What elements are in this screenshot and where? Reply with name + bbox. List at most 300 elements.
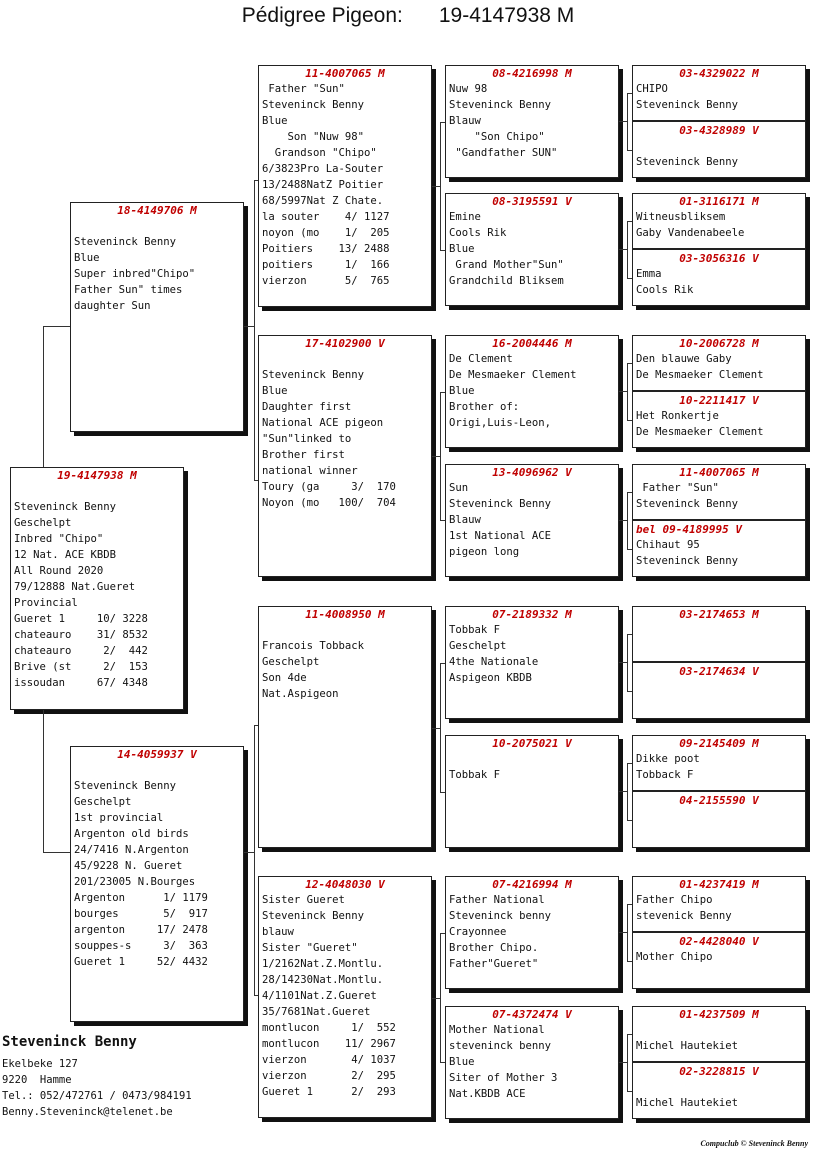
ancestor-dam-details [633, 138, 805, 170]
ancestor-dam [633, 664, 805, 711]
great-grandparent-box-line: Blue [449, 243, 475, 255]
grandparent-box-line: Son "Nuw 98" [262, 131, 365, 143]
connector-line [619, 520, 627, 521]
grandparent-box-line: Blue [262, 115, 288, 127]
ancestor-sire-details [633, 751, 805, 783]
ancestor-dam [633, 393, 805, 440]
ancestor-pair-box [632, 1006, 806, 1119]
connector-line [627, 634, 628, 691]
connector-line [440, 933, 445, 934]
connector-line [619, 791, 627, 792]
sire-box-line: Father Sun" times [74, 284, 183, 296]
ancestor-dam-details [633, 266, 805, 298]
dam-box-line: Argenton old birds [74, 828, 189, 840]
ancestor-dam-ring: 10-2211417 V [679, 394, 759, 407]
ancestor-pair-box [632, 464, 806, 577]
title-ring: 19-4147938 M [438, 4, 575, 27]
great-grandparent-box-line: steveninck benny [449, 1040, 552, 1052]
subject-box-ring: 19-4147938 M [57, 469, 137, 482]
grandparent-box [258, 335, 432, 577]
subject-box-line: All Round 2020 [14, 565, 104, 577]
connector-line [440, 663, 445, 664]
connector-line [627, 634, 632, 635]
grandparent-box-line: National ACE pigeon [262, 417, 384, 429]
pair-divider [633, 390, 805, 392]
ancestor-dam-line [636, 138, 805, 154]
ancestor-dam-ring: 03-2174634 V [679, 665, 759, 678]
grandparent-box-line: 28/14230Nat.Montlu. [262, 974, 384, 986]
ancestor-sire-ring: 01-3116171 M [679, 195, 759, 208]
great-grandparent-box [445, 65, 619, 178]
connector-line [627, 278, 632, 279]
ancestor-sire-line: Tobback F [636, 769, 694, 781]
ancestor-sire-line: Witneusbliksem [636, 211, 726, 223]
great-grandparent-box-details [446, 81, 618, 161]
owner-block [2, 1034, 192, 1120]
connector-line [440, 250, 445, 251]
grandparent-box-line: Geschelpt [262, 656, 320, 668]
ancestor-pair-box [632, 735, 806, 848]
subject-box-line: 12 Nat. ACE KBDB [14, 549, 117, 561]
great-grandparent-box-line: De Mesmaeker Clement [449, 369, 577, 381]
great-grandparent-box [445, 464, 619, 577]
grandparent-box-line: 6/3823Pro La-Souter [262, 163, 384, 175]
great-grandparent-box-line: Steveninck Benny [449, 498, 552, 510]
grandparent-box-line: Father "Sun" [262, 83, 345, 95]
connector-line [432, 456, 440, 457]
great-grandparent-box-line: Geschelpt [449, 640, 507, 652]
pair-divider [633, 1061, 805, 1063]
connector-line [627, 820, 632, 821]
grandparent-box-details [259, 351, 431, 511]
connector-line [627, 93, 632, 94]
ancestor-dam-ring: 02-3228815 V [679, 1065, 759, 1078]
grandparent-box-line: Steveninck Benny [262, 369, 365, 381]
footer-credit: Compuclub © Steveninck Benny [700, 1139, 808, 1148]
ancestor-dam [633, 522, 805, 569]
grandparent-box-line: Sister Gueret [262, 894, 345, 906]
owner-city: 9220 Hamme [2, 1074, 72, 1086]
grandparent-box-ring: 11-4008950 M [305, 608, 385, 621]
connector-line [43, 326, 70, 327]
great-grandparent-box-line: Brother of: [449, 401, 520, 413]
connector-line [254, 725, 255, 995]
dam-box-line: argenton 17/ 2478 [74, 924, 208, 936]
great-grandparent-box-line: 1st National ACE [449, 530, 552, 542]
dam-box-line: Argenton 1/ 1179 [74, 892, 208, 904]
connector-line [254, 995, 258, 996]
ancestor-sire-ring: 01-4237419 M [679, 878, 759, 891]
great-grandparent-box-ring: 07-2189332 M [492, 608, 572, 621]
ancestor-sire-ring: 10-2006728 M [679, 337, 759, 350]
connector-line [254, 180, 258, 181]
great-grandparent-box-line: Blue [449, 385, 475, 397]
great-grandparent-box-line: Aspigeon KBDB [449, 672, 532, 684]
great-grandparent-box-line: Father National [449, 894, 545, 906]
grandparent-box-line: vierzon 5/ 765 [262, 275, 390, 287]
subject-box-line: Brive (st 2/ 153 [14, 661, 148, 673]
grandparent-box-line: poitiers 1/ 166 [262, 259, 390, 271]
ancestor-dam-details [633, 408, 805, 440]
grandparent-box-line: Steveninck Benny [262, 99, 365, 111]
connector-line [627, 691, 632, 692]
ancestor-dam-line: Michel Hautekiet [636, 1097, 739, 1109]
ancestor-dam-details [633, 949, 805, 965]
great-grandparent-box-line: Blauw [449, 115, 481, 127]
grandparent-box-ring: 12-4048030 V [305, 878, 385, 891]
grandparent-box-line: Brother first [262, 449, 345, 461]
connector-line [627, 492, 628, 549]
ancestor-sire-details [633, 622, 805, 654]
ancestor-dam [633, 1064, 805, 1111]
great-grandparent-box-line: Blue [449, 1056, 475, 1068]
grandparent-box-line: montlucon 1/ 552 [262, 1022, 396, 1034]
dam-box-line: Gueret 1 52/ 4432 [74, 956, 208, 968]
great-grandparent-box-line: Grandchild Bliksem [449, 275, 564, 287]
subject-box-line: chateauro 2/ 442 [14, 645, 148, 657]
subject-box-line: 79/12888 Nat.Gueret [14, 581, 136, 593]
ancestor-dam [633, 793, 805, 840]
great-grandparent-box-details [446, 209, 618, 289]
grandparent-box [258, 606, 432, 848]
great-grandparent-box [445, 193, 619, 306]
grandparent-box-line: 68/5997Nat Z Chate. [262, 195, 384, 207]
great-grandparent-box-ring: 10-2075021 V [492, 737, 572, 750]
great-grandparent-box-details [446, 351, 618, 431]
connector-line [43, 852, 70, 853]
dam-box-line: 201/23005 N.Bourges [74, 876, 196, 888]
great-grandparent-box-line: "Son Chipo" [449, 131, 545, 143]
great-grandparent-box-line: Crayonnee [449, 926, 507, 938]
pair-divider [633, 790, 805, 792]
owner-street: Ekelbeke 127 [2, 1058, 78, 1070]
ancestor-sire-ring: 11-4007065 M [679, 466, 759, 479]
ancestor-dam-details [633, 1079, 805, 1111]
great-grandparent-box-details [446, 892, 618, 972]
ancestor-pair-box [632, 606, 806, 719]
great-grandparent-box [445, 735, 619, 848]
great-grandparent-box-line: Steveninck Benny [449, 99, 552, 111]
ancestor-sire-line [636, 622, 805, 638]
great-grandparent-box-line: pigeon long [449, 546, 520, 558]
ancestor-sire-ring: 03-4329022 M [679, 67, 759, 80]
ancestor-dam-line: Emma [636, 268, 662, 280]
grandparent-box-line: "Sun"linked to [262, 433, 352, 445]
ancestor-dam-line [636, 808, 805, 824]
great-grandparent-box-line: Tobbak F [449, 769, 501, 781]
dam-box-line: bourges 5/ 917 [74, 908, 208, 920]
grandparent-box-line: Poitiers 13/ 2488 [262, 243, 390, 255]
great-grandparent-box-line: Tobbak F [449, 624, 501, 636]
dam-box-line: 24/7416 N.Argenton [74, 844, 189, 856]
great-grandparent-box-ring: 13-4096962 V [492, 466, 572, 479]
grandparent-box [258, 65, 432, 307]
connector-line [627, 150, 632, 151]
ancestor-sire-details [633, 209, 805, 241]
connector-line [627, 763, 628, 820]
ancestor-pair-box [632, 876, 806, 989]
ancestor-dam-line [636, 1079, 805, 1095]
great-grandparent-box [445, 876, 619, 989]
great-grandparent-box-ring: 07-4216994 M [492, 878, 572, 891]
grandparent-box-line: 4/1101Nat.Z.Gueret [262, 990, 377, 1002]
sire-box-details [71, 218, 243, 314]
great-grandparent-box-details [446, 622, 618, 686]
connector-line [627, 1091, 632, 1092]
pair-divider [633, 931, 805, 933]
ancestor-sire-ring: 01-4237509 M [679, 1008, 759, 1021]
great-grandparent-box-line: Father"Gueret" [449, 958, 539, 970]
subject-box-line: issoudan 67/ 4348 [14, 677, 148, 689]
great-grandparent-box-line: Blauw [449, 514, 481, 526]
ancestor-dam-ring: 04-2155590 V [679, 794, 759, 807]
ancestor-dam-ring: 03-3056316 V [679, 252, 759, 265]
connector-line [43, 326, 44, 467]
sire-box [70, 202, 244, 432]
connector-line [43, 710, 44, 852]
great-grandparent-box-ring: 07-4372474 V [492, 1008, 572, 1021]
pair-divider [633, 661, 805, 663]
connector-line [627, 93, 628, 150]
great-grandparent-box-line: Nuw 98 [449, 83, 488, 95]
grandparent-box-line: Francois Tobback [262, 640, 365, 652]
connector-line [627, 420, 632, 421]
connector-line [627, 549, 632, 550]
sire-box-line: Blue [74, 252, 100, 264]
grandparent-box-line: national winner [262, 465, 358, 477]
ancestor-dam-line: Mother Chipo [636, 951, 713, 963]
connector-line [432, 186, 440, 187]
grandparent-box-line: Nat.Aspigeon [262, 688, 339, 700]
dam-box-line: Geschelpt [74, 796, 132, 808]
ancestor-sire-details [633, 1022, 805, 1054]
owner-name: Steveninck Benny [2, 1034, 137, 1050]
great-grandparent-box-ring: 16-2004446 M [492, 337, 572, 350]
ancestor-dam-line: Het Ronkertje [636, 410, 719, 422]
connector-line [440, 663, 441, 792]
ancestor-sire-line: Father "Sun" [636, 482, 719, 494]
ancestor-dam-ring: 03-4328989 V [679, 124, 759, 137]
pair-divider [633, 519, 805, 521]
pair-divider [633, 120, 805, 122]
grandparent-box-line [262, 622, 431, 638]
title-label: Pédigree Pigeon: [241, 4, 403, 27]
ancestor-sire-line: Michel Hautekiet [636, 1040, 739, 1052]
connector-line [244, 326, 254, 327]
dam-box-line: souppes-s 3/ 363 [74, 940, 208, 952]
owner-phone: Tel.: 052/472761 / 0473/984191 [2, 1090, 192, 1102]
ancestor-dam-line [636, 695, 805, 711]
grandparent-box-ring: 11-4007065 M [305, 67, 385, 80]
great-grandparent-box-line: 4the Nationale [449, 656, 539, 668]
connector-line [627, 363, 628, 420]
ancestor-sire-line: Dikke poot [636, 753, 700, 765]
sire-box-ring: 18-4149706 M [117, 204, 197, 217]
great-grandparent-box-line: Emine [449, 211, 481, 223]
grandparent-box-line: 13/2488NatZ Poitier [262, 179, 384, 191]
ancestor-sire-line: stevenick Benny [636, 910, 732, 922]
great-grandparent-box-line [449, 751, 618, 767]
grandparent-box-line: Steveninck Benny [262, 910, 365, 922]
connector-line [627, 221, 632, 222]
dam-box-line [74, 762, 243, 778]
grandparent-box-line: vierzon 2/ 295 [262, 1070, 396, 1082]
subject-box-line: Provincial [14, 597, 78, 609]
connector-line [619, 391, 627, 392]
ancestor-pair-box [632, 193, 806, 306]
ancestor-dam-details [633, 679, 805, 711]
connector-line [627, 961, 632, 962]
grandparent-box-line: Blue [262, 385, 288, 397]
great-grandparent-box-line: Grand Mother"Sun" [449, 259, 564, 271]
connector-line [627, 763, 632, 764]
great-grandparent-box-details [446, 751, 618, 783]
connector-line [619, 662, 627, 663]
subject-box-line: Steveninck Benny [14, 501, 117, 513]
connector-line [440, 933, 441, 1062]
connector-line [627, 904, 628, 961]
connector-line [440, 392, 445, 393]
ancestor-dam-line: Steveninck Benny [636, 156, 739, 168]
connector-line [432, 728, 440, 729]
connector-line [254, 480, 258, 481]
great-grandparent-box [445, 1006, 619, 1119]
great-grandparent-box-line: Sun [449, 482, 469, 494]
connector-line [254, 725, 258, 726]
subject-box [10, 467, 184, 710]
ancestor-sire-details [633, 81, 805, 113]
subject-box-line: Inbred "Chipo" [14, 533, 104, 545]
connector-line [440, 792, 445, 793]
ancestor-dam-details [633, 537, 805, 569]
sire-box-line: Steveninck Benny [74, 236, 177, 248]
ancestor-dam-details [633, 808, 805, 840]
dam-box-line: Steveninck Benny [74, 780, 177, 792]
great-grandparent-box [445, 335, 619, 448]
connector-line [440, 392, 441, 520]
grandparent-box-ring: 17-4102900 V [305, 337, 385, 350]
ancestor-dam-line: Cools Rik [636, 284, 694, 296]
great-grandparent-box [445, 606, 619, 719]
ancestor-sire-line [636, 638, 805, 654]
connector-line [627, 221, 628, 278]
grandparent-box-line [262, 351, 431, 367]
ancestor-dam-line [636, 824, 805, 840]
ancestor-sire-line: Gaby Vandenabeele [636, 227, 745, 239]
ancestor-sire-line: Steveninck Benny [636, 99, 739, 111]
great-grandparent-box-ring: 08-3195591 V [492, 195, 572, 208]
grandparent-box-details [259, 622, 431, 702]
subject-box-line: chateauro 31/ 8532 [14, 629, 148, 641]
dam-box [70, 746, 244, 1022]
subject-box-line [14, 483, 183, 499]
grandparent-box-line: Son 4de [262, 672, 307, 684]
grandparent-box [258, 876, 432, 1118]
ancestor-sire-details [633, 480, 805, 512]
connector-line [619, 932, 627, 933]
connector-line [619, 1062, 627, 1063]
great-grandparent-box-line: Siter of Mother 3 [449, 1072, 558, 1084]
great-grandparent-box-line: Mother National [449, 1024, 545, 1036]
grandparent-box-line: 35/7681Nat.Gueret [262, 1006, 371, 1018]
great-grandparent-box-line: De Clement [449, 353, 513, 365]
great-grandparent-box-line: Origi,Luis-Leon, [449, 417, 552, 429]
ancestor-dam-ring: 02-4428040 V [679, 935, 759, 948]
ancestor-dam-line: Chihaut 95 [636, 539, 700, 551]
sire-box-line [74, 218, 243, 234]
connector-line [440, 520, 445, 521]
ancestor-sire-details [633, 892, 805, 924]
grandparent-box-line: Grandson "Chipo" [262, 147, 377, 159]
connector-line [619, 121, 627, 122]
subject-box-line: Gueret 1 10/ 3228 [14, 613, 148, 625]
ancestor-pair-box [632, 65, 806, 178]
great-grandparent-box-details [446, 1022, 618, 1102]
great-grandparent-box-line: Cools Rik [449, 227, 507, 239]
grandparent-box-line: vierzon 4/ 1037 [262, 1054, 396, 1066]
connector-line [627, 904, 632, 905]
connector-line [627, 363, 632, 364]
ancestor-dam [633, 251, 805, 298]
connector-line [627, 1034, 628, 1091]
great-grandparent-box-details [446, 480, 618, 560]
great-grandparent-box-ring: 08-4216998 M [492, 67, 572, 80]
connector-line [627, 492, 632, 493]
connector-line [254, 180, 255, 480]
connector-line [244, 852, 254, 853]
connector-line [440, 122, 445, 123]
great-grandparent-box-line: Nat.KBDB ACE [449, 1088, 526, 1100]
grandparent-box-line: Toury (ga 3/ 170 [262, 481, 396, 493]
great-grandparent-box-line: Brother Chipo. [449, 942, 539, 954]
dam-box-details [71, 762, 243, 970]
grandparent-box-line: Gueret 1 2/ 293 [262, 1086, 396, 1098]
ancestor-sire-line [636, 1022, 805, 1038]
ancestor-sire-line: Steveninck Benny [636, 498, 739, 510]
ancestor-pair-box [632, 335, 806, 448]
page-title [0, 4, 816, 28]
connector-line [440, 122, 441, 250]
sire-box-line: Super inbred"Chipo" [74, 268, 196, 280]
grandparent-box-line: blauw [262, 926, 294, 938]
connector-line [432, 998, 440, 999]
grandparent-box-line: Noyon (mo 100/ 704 [262, 497, 396, 509]
sire-box-line: daughter Sun [74, 300, 151, 312]
ancestor-sire-line: Den blauwe Gaby [636, 353, 732, 365]
subject-box-details [11, 483, 183, 691]
grandparent-box-line: 1/2162Nat.Z.Montlu. [262, 958, 384, 970]
ancestor-dam-line [636, 679, 805, 695]
grandparent-box-details [259, 81, 431, 289]
ancestor-sire-line: Father Chipo [636, 894, 713, 906]
great-grandparent-box-line: Steveninck benny [449, 910, 552, 922]
ancestor-sire-line: De Mesmaeker Clement [636, 369, 764, 381]
dam-box-ring: 14-4059937 V [117, 748, 197, 761]
ancestor-dam-ring: bel 09-4189995 V [636, 523, 742, 536]
owner-email: Benny.Steveninck@telenet.be [2, 1106, 173, 1118]
grandparent-box-line: Daughter first [262, 401, 352, 413]
grandparent-box-line: Sister "Gueret" [262, 942, 358, 954]
grandparent-box-line: noyon (mo 1/ 205 [262, 227, 390, 239]
great-grandparent-box-line: "Gandfather SUN" [449, 147, 558, 159]
subject-box-line: Geschelpt [14, 517, 72, 529]
grandparent-box-line: la souter 4/ 1127 [262, 211, 390, 223]
grandparent-box-line: montlucon 11/ 2967 [262, 1038, 396, 1050]
dam-box-line: 1st provincial [74, 812, 164, 824]
grandparent-box-details [259, 892, 431, 1100]
connector-line [619, 249, 627, 250]
ancestor-sire-line: CHIPO [636, 83, 668, 95]
